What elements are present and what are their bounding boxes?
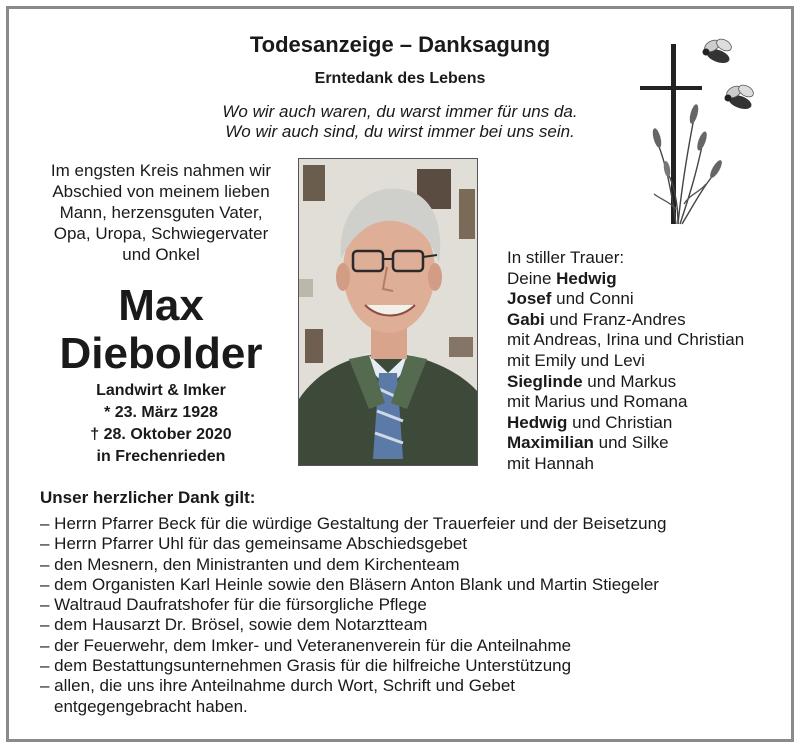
last-name: Diebolder — [59, 329, 263, 378]
mourner-prefix: mit Emily und Levi — [507, 350, 645, 370]
mourner-line — [507, 289, 787, 310]
mourner-rest: und Christian — [567, 412, 673, 432]
death-date: † 28. Oktober 2020 — [90, 426, 232, 443]
occupation: Landwirt & Imker — [96, 382, 226, 399]
thanks-item: – dem Hausarzt Dr. Brösel, sowie dem Notarztteam — [40, 615, 428, 635]
mourner-line — [507, 433, 787, 454]
intro-line: Im engsten Kreis nahmen wir — [50, 161, 272, 180]
mourner-line — [507, 351, 787, 372]
mourner-line — [507, 392, 787, 413]
mourner-prefix: mit Hannah — [507, 453, 594, 473]
mourner-line — [507, 330, 787, 351]
mourner-line — [507, 454, 787, 475]
quote-line-2: Wo wir auch sind, du wirst immer bei uns sein. — [225, 122, 575, 141]
page-subtitle: Erntedank des Lebens — [314, 70, 486, 87]
intro-text — [22, 160, 300, 265]
intro-line: Mann, herzensguten Vater, — [59, 203, 263, 222]
thanks-continuation-text: entgegengebracht haben. — [54, 696, 248, 716]
mourner-line — [507, 269, 787, 290]
intro-line: und Onkel — [122, 245, 200, 264]
mourner-line — [507, 413, 787, 434]
thanks-item: – Herrn Pfarrer Uhl für das gemeinsame Abschiedsgebet — [40, 534, 468, 554]
thanks-heading: Unser herzlicher Dank gilt: — [40, 488, 256, 507]
thanks-item: – allen, die uns ihre Anteilnahme durch Wort, Schrift und Gebet — [40, 676, 516, 696]
mourner-rest: und Conni — [551, 289, 634, 309]
mourner-rest: und Franz-Andres — [544, 309, 686, 329]
deceased-details — [22, 380, 300, 468]
page-title: Todesanzeige – Danksagung — [249, 32, 551, 57]
first-name: Max — [118, 281, 204, 330]
mourner-name: Hedwig — [507, 412, 568, 432]
mourner-line — [507, 372, 787, 393]
bee-icon-2 — [725, 83, 756, 112]
mourner-name: Josef — [507, 289, 552, 309]
mourner-prefix: mit Marius und Romana — [507, 392, 688, 412]
mourner-name: Gabi — [507, 309, 545, 329]
thanks-item: – der Feuerwehr, dem Imker- und Veteranenverein für die Anteilnahme — [40, 635, 572, 655]
cross-icon — [640, 44, 702, 224]
quote-line-1: Wo wir auch waren, du warst immer für uns da. — [222, 102, 578, 121]
thanks-item: – den Mesnern, den Ministranten und dem Kirchenteam — [40, 554, 460, 574]
mourner-prefix: Deine — [507, 268, 557, 288]
thanks-list — [40, 514, 780, 717]
mourner-rest: und Silke — [593, 433, 669, 453]
mourners-heading: In stiller Trauer: — [507, 248, 625, 267]
thanks-item: – dem Bestattungsunternehmen Grasis für die hilfreiche Unterstützung — [40, 656, 572, 676]
mourner-name: Sieglinde — [507, 371, 583, 391]
thanks-item-continuation — [40, 697, 780, 717]
thanks-item: – dem Organisten Karl Heinle sowie den Bläsern Anton Blank und Martin Stiegeler — [40, 574, 659, 594]
death-place: in Frechenrieden — [96, 448, 226, 465]
mourner-name: Hedwig — [556, 268, 617, 288]
intro-line: Abschied von meinem lieben — [52, 182, 270, 201]
portrait-photo — [298, 158, 478, 466]
mourners-list — [507, 248, 787, 475]
thanks-item: – Waltraud Daufratshofer für die fürsorgliche Pflege — [40, 595, 427, 615]
intro-line: Opa, Uropa, Schwiegervater — [53, 224, 269, 243]
thanks-item: – Herrn Pfarrer Beck für die würdige Gestaltung der Trauerfeier und der Beisetzung — [40, 514, 667, 533]
mourner-prefix: mit Andreas, Irina und Christian — [507, 330, 745, 350]
cross-wheat-bees-emblem — [632, 34, 762, 230]
birth-date: * 23. März 1928 — [104, 404, 218, 421]
mourner-name: Maximilian — [507, 433, 594, 453]
mourner-line — [507, 310, 787, 331]
wheat-icon — [651, 103, 724, 224]
bee-icon-1 — [703, 37, 734, 66]
deceased-name — [22, 282, 300, 378]
mourner-rest: und Markus — [582, 371, 677, 391]
